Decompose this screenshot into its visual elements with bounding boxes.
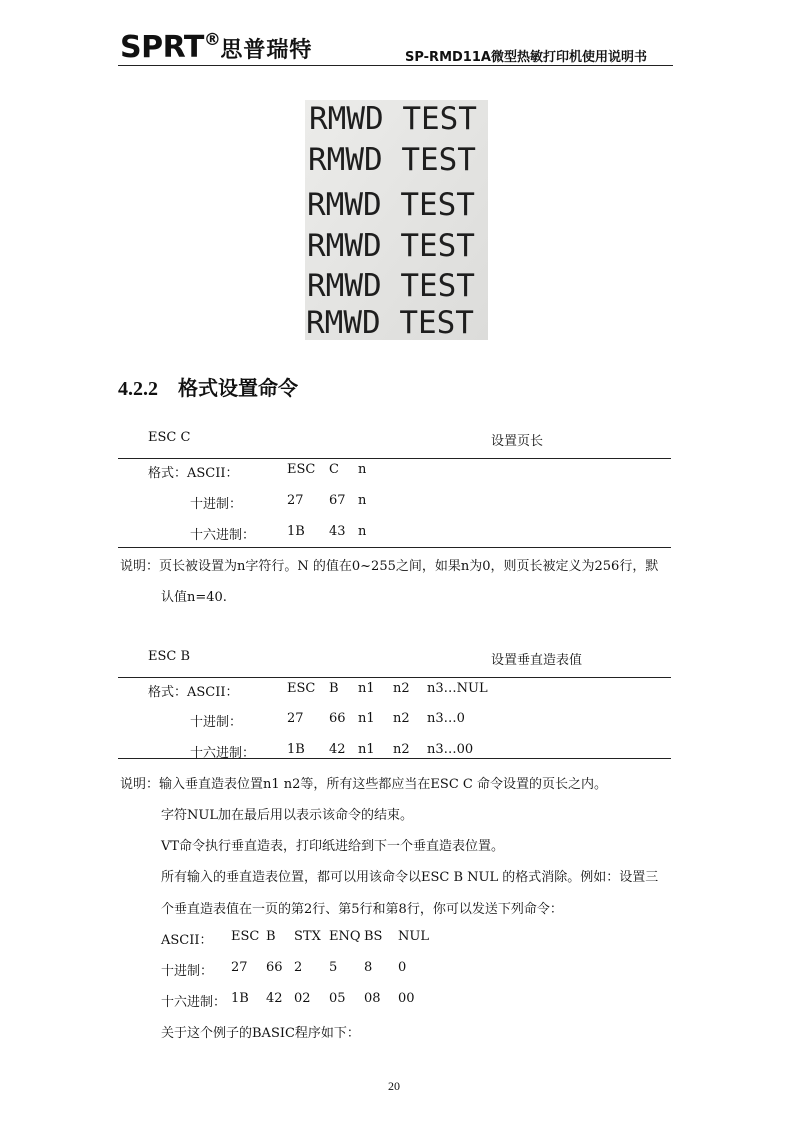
cmd-b-note-last: 关于这个例子的BASIC程序如下： — [161, 1026, 360, 1041]
cmd-b-label-ascii: 格式：ASCII： — [148, 685, 239, 700]
cmd-b-note-line-3: VT命令执行垂直造表，打印纸进给到下一个垂直造表位置。 — [161, 839, 505, 854]
brand-logo — [120, 30, 312, 65]
cmd-b-hex-0: 1B — [287, 742, 305, 757]
cmd-b-dec-3: n2 — [393, 711, 410, 726]
example-ascii-0: ESC — [231, 929, 260, 944]
cmd-b-label-hex: 十六进制： — [190, 746, 256, 761]
example-hex-4: 08 — [364, 991, 381, 1006]
cmd-c-ascii-1: C — [329, 462, 339, 477]
cmd-b-ascii-1: B — [329, 681, 339, 696]
cmd-b-hex-4: n3…00 — [427, 742, 474, 757]
cmd-b-note-line-4: 所有输入的垂直造表位置，都可以用该命令以ESC B NUL 的格式消除。例如：设置三 — [161, 870, 659, 885]
cmd-c-name: ESC C — [148, 430, 191, 445]
example-dec-0: 27 — [231, 960, 248, 975]
print-line-4: RMWD TEST — [307, 228, 475, 264]
cmd-b-dec-4: n3…0 — [427, 711, 465, 726]
registered-mark: ® — [203, 30, 221, 50]
cmd-c-label-ascii: 格式：ASCII： — [148, 466, 239, 481]
cmd-c-dec-2: n — [358, 493, 367, 508]
print-line-3: RMWD TEST — [307, 187, 475, 223]
cmd-b-label-dec: 十进制： — [190, 715, 243, 730]
example-hex-5: 00 — [398, 991, 415, 1006]
cmd-c-description: 设置页长 — [491, 434, 544, 449]
section-number: 4.2.2 — [118, 378, 158, 400]
section-heading — [118, 372, 298, 401]
printout-image — [305, 100, 488, 340]
page-number: 20 — [388, 1079, 400, 1093]
cmd-b-dec-2: n1 — [358, 711, 375, 726]
cmd-b-dec-1: 66 — [329, 711, 346, 726]
cmd-b-hex-2: n1 — [358, 742, 375, 757]
document-title: SP-RMD11A微型热敏打印机使用说明书 — [405, 50, 647, 65]
cmd-b-name: ESC B — [148, 649, 191, 664]
example-label-hex: 十六进制： — [161, 995, 227, 1010]
logo-chinese-name: 思普瑞特 — [220, 38, 313, 63]
print-line-6: RMWD TEST — [306, 305, 474, 340]
cmd-c-note-line-1: 说明：页长被设置为n字符行。N 的值在0~255之间，如果n为0，则页长被定义为256行，默 — [120, 559, 659, 574]
cmd-c-ascii-2: n — [358, 462, 367, 477]
cmd-b-top-rule — [118, 677, 671, 678]
example-dec-4: 8 — [364, 960, 373, 975]
header-divider — [118, 65, 673, 66]
cmd-b-note-line-1: 说明：输入垂直造表位置n1 n2等，所有这些都应当在ESC C 命令设置的页长之内。 — [120, 777, 607, 792]
example-hex-0: 1B — [231, 991, 249, 1006]
cmd-b-note-line-5: 个垂直造表值在一页的第2行、第5行和第8行，你可以发送下列命令： — [161, 902, 563, 917]
logo-text: SPRT — [120, 30, 204, 65]
cmd-b-dec-0: 27 — [287, 711, 304, 726]
cmd-c-hex-1: 43 — [329, 524, 346, 539]
example-ascii-5: NUL — [398, 929, 429, 944]
cmd-b-ascii-2: n1 — [358, 681, 375, 696]
cmd-b-ascii-4: n3…NUL — [427, 681, 488, 696]
cmd-b-ascii-3: n2 — [393, 681, 410, 696]
cmd-c-label-dec: 十进制： — [190, 497, 243, 512]
print-line-1: RMWD TEST — [309, 101, 477, 137]
example-dec-1: 66 — [266, 960, 283, 975]
cmd-b-hex-3: n2 — [393, 742, 410, 757]
cmd-b-hex-1: 42 — [329, 742, 346, 757]
print-line-2: RMWD TEST — [308, 142, 476, 178]
example-hex-1: 42 — [266, 991, 283, 1006]
example-ascii-3: ENQ — [329, 929, 361, 944]
example-dec-2: 2 — [294, 960, 303, 975]
cmd-b-bottom-rule — [118, 758, 671, 759]
cmd-c-dec-0: 27 — [287, 493, 304, 508]
example-hex-2: 02 — [294, 991, 311, 1006]
cmd-c-hex-2: n — [358, 524, 367, 539]
example-ascii-4: BS — [364, 929, 383, 944]
printout-photo — [305, 100, 488, 340]
example-ascii-1: B — [266, 929, 276, 944]
cmd-c-note-line-2: 认值n=40. — [161, 590, 227, 605]
cmd-c-dec-1: 67 — [329, 493, 346, 508]
cmd-b-description: 设置垂直造表值 — [491, 653, 583, 668]
cmd-c-bottom-rule — [118, 547, 671, 548]
example-hex-3: 05 — [329, 991, 346, 1006]
example-dec-5: 0 — [398, 960, 407, 975]
example-label-ascii: ASCII： — [161, 933, 213, 948]
section-title: 格式设置命令 — [178, 376, 298, 400]
example-ascii-2: STX — [294, 929, 321, 944]
cmd-b-note-line-2: 字符NUL加在最后用以表示该命令的结束。 — [161, 808, 413, 823]
print-line-5: RMWD TEST — [307, 268, 475, 304]
cmd-c-top-rule — [118, 458, 671, 459]
cmd-c-hex-0: 1B — [287, 524, 305, 539]
example-dec-3: 5 — [329, 960, 338, 975]
cmd-c-ascii-0: ESC — [287, 462, 316, 477]
example-label-dec: 十进制： — [161, 964, 214, 979]
cmd-b-ascii-0: ESC — [287, 681, 316, 696]
cmd-c-label-hex: 十六进制： — [190, 528, 256, 543]
